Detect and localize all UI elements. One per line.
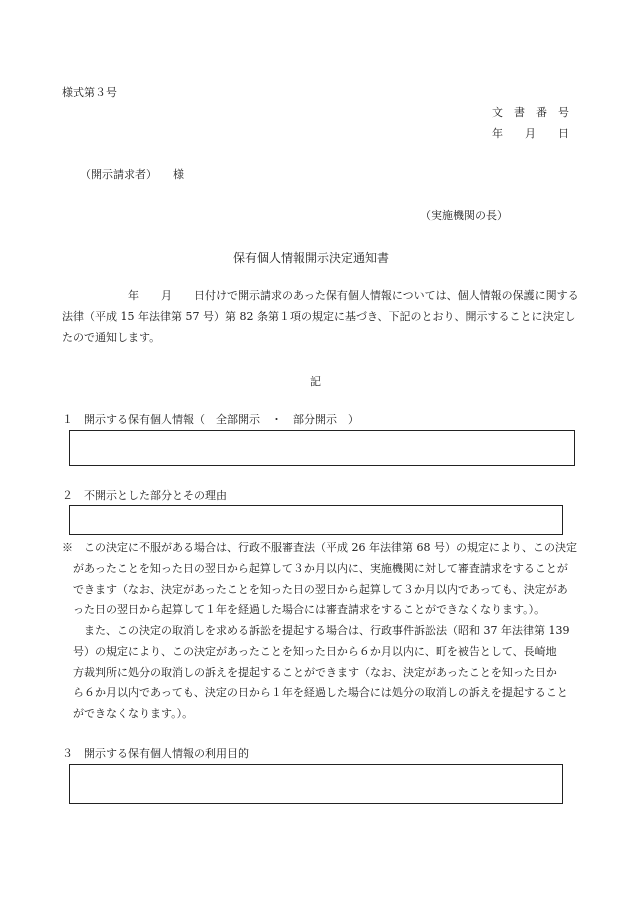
body-line: たので通知します。 [62,331,161,344]
section2-label: ２ 不開示とした部分とその理由 [62,489,227,502]
form-number: 様式第３号 [62,86,117,99]
section1-box[interactable] [69,430,575,466]
notice-line: また、この決定の取消しを求める訴訟を提起する場合は、行政事件訴訟法（昭和 37 年法律第 139 [84,624,570,637]
notice-line: できます（なお、決定があったことを知った日の翌日から起算して３か月以内であっても、決定があ [73,583,568,596]
notice-line: ができなくなります。）。 [73,707,194,720]
date-label: 年 月 日 [492,127,569,140]
section3-label: ３ 開示する保有個人情報の利用目的 [62,747,249,760]
section1-label: １ 開示する保有個人情報（ 全部開示 ・ 部分開示 ） [62,413,359,426]
notice-line: 方裁判所に処分の取消しの訴えを提起することができます（なお、決定があったことを知った日か [73,666,557,679]
recipient-honorific: 様 [173,168,184,181]
document-title: 保有個人情報開示決定通知書 [233,251,390,265]
notice-line: ※ この決定に不服がある場合は、行政不服審査法（平成 26 年法律第 68 号）の規定により、この決定 [62,541,577,554]
recipient-name: （開示請求者） [80,168,157,181]
issuer-name: （実施機関の長） [420,209,508,222]
body-line: 年 月 日付けで開示請求のあった保有個人情報については、個人情報の保護に関する [62,289,579,302]
notice-line: 号）の規定により、この決定があったことを知った日から６か月以内に、町を被告として、長崎地 [73,645,557,658]
notice-line: があったことを知った日の翌日から起算して３か月以内に、実施機関に対して審査請求をすることが [73,562,568,575]
section3-box[interactable] [69,764,563,804]
body-line: 法律（平成 15 年法律第 57 号）第 82 条第１項の規定に基づき、下記のとおり、開示することに決定し [62,310,576,323]
notice-line: ら６か月以内であっても、決定の日から１年を経過した場合には処分の取消しの訴えを提起すること [73,686,568,699]
section2-box[interactable] [69,505,563,535]
document-number-label: 文 書 番 号 [492,106,569,119]
ki-heading: 記 [310,375,321,388]
notice-line: った日の翌日から起算して１年を経過した場合には審査請求をすることができなくなります。）。 [73,603,546,616]
